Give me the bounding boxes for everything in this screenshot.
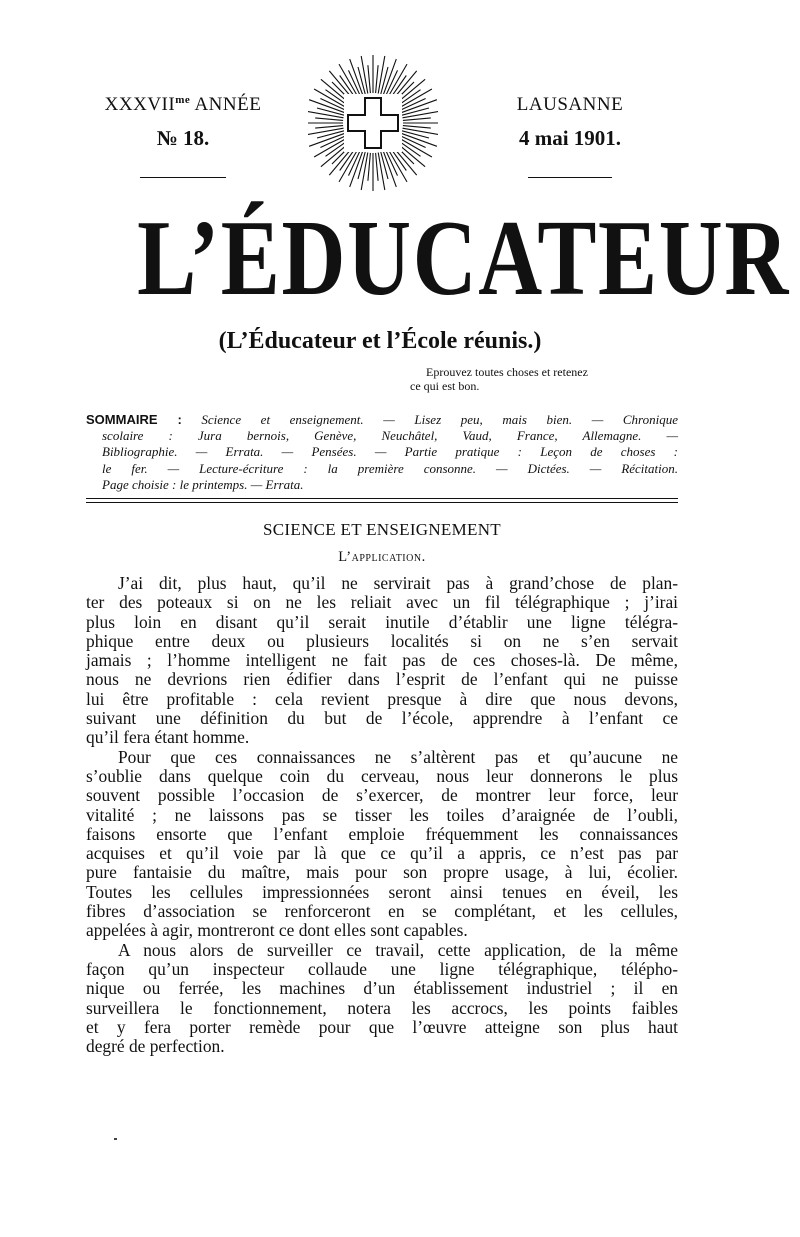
article-line: jamais ; l’homme intelligent ne fait pas de ces choses-là. De même, <box>86 650 678 671</box>
article-line: faisons ensorte que l’enfant emploie fréquemment les connaissances <box>86 823 678 844</box>
article-line: nous ne devrions rien édifier dans l’esprit de l’enfant qui ne puisse <box>86 669 678 690</box>
sommaire-line-5: Page choisie : le printemps. — Errata. <box>102 476 304 492</box>
article-line: qu’il fera étant homme. <box>86 727 250 748</box>
article-line: acquises et qu’il voie par là que ce qu’il a appris, ce n’est pas par <box>86 843 678 864</box>
sommaire-label: SOMMAIRE : <box>86 412 182 427</box>
article-body <box>86 574 678 1056</box>
header-left <box>88 94 278 151</box>
article-title: SCIENCE ET ENSEIGNEMENT <box>263 520 501 539</box>
swiss-cross-sunburst-icon <box>308 52 438 194</box>
motto <box>410 365 660 393</box>
article-line: surveillera le fonctionnement, notera les accrocs, les points faibles <box>86 997 678 1018</box>
article-line: pure fantaisie du maître, mais pour son propre usage, à lui, écolier. <box>86 862 678 883</box>
article-line: et y fera porter remède pour que l’œuvre atteigne son plus haut <box>86 1016 678 1037</box>
article-line: suivant une définition du but de l’école, apprendre à l’enfant ce <box>86 708 678 729</box>
article-line: phique entre deux ou plusieurs localités si on ne s’en servait <box>86 630 678 651</box>
header-right-rule <box>528 177 612 178</box>
article-line: ter des poteaux si on ne les reliait avec un fil télégraphique ; j’irai <box>86 592 678 613</box>
article-line: Toutes les cellules impressionnées seront ainsi tenues en éveil, les <box>86 881 678 902</box>
article-line: plus loin en disant qu’il serait inutile d’établir une ligne télégra- <box>86 611 678 632</box>
article-line: façon qu’un inspecteur collaude une ligne télégraphique, télépho- <box>86 958 678 979</box>
article-line: s’oublie dans quelque coin du cerveau, nous leur donnerons le plus <box>86 765 678 786</box>
article-line: J’ai dit, plus haut, qu’il ne servirait pas à grand’chose de plan- <box>118 573 678 593</box>
article-line: vitalité ; ne laissons pas se tisser les toiles d’araignée de l’oubli, <box>86 804 678 825</box>
article-line: lui être profitable : cela revient presque à dire que nous devons, <box>86 688 678 709</box>
city: LAUSANNE <box>516 94 624 115</box>
masthead-title: L’ÉDUCATEUR <box>137 199 790 318</box>
volume-roman: XXXVII <box>104 94 176 115</box>
article-line: fibres d’association se renforceront en se complétant, et les cellules, <box>86 901 678 922</box>
masthead-subtitle: (L’Éducateur et l’École réunis.) <box>218 328 542 354</box>
article-line: A nous alors de surveiller ce travail, cette application, de la même <box>118 939 678 960</box>
article-subtitle: L’application. <box>338 549 426 565</box>
volume-year <box>88 94 278 116</box>
header-right <box>508 94 632 151</box>
volume-word: ANNÉE <box>194 94 262 115</box>
divider-rule-bottom <box>86 502 678 503</box>
motto-line-1: Eprouvez toutes choses et retenez <box>426 365 588 379</box>
table-of-contents <box>86 412 678 493</box>
print-speck <box>114 1138 117 1140</box>
sommaire-line-3: Bibliographie. — Errata. — Pensées. — Partie pratique : Leçon de choses : <box>102 444 678 460</box>
article-line: souvent possible l’occasion de s’exercer, de montrer leur force, leur <box>86 785 678 806</box>
article-line: nique ou ferrée, les machines d’un établissement industriel ; il en <box>86 978 678 999</box>
sommaire-line-4: le fer. — Lecture-écriture : la première consonne. — Dictées. — Récitation. <box>102 460 678 476</box>
divider-rule-top <box>86 498 678 499</box>
volume-suffix: me <box>175 94 191 106</box>
article-line: degré de perfection. <box>86 1036 225 1057</box>
issue-date: 4 mai 1901. <box>518 126 622 150</box>
article-line: appelées à agir, montreront ce dont elles sont capables. <box>86 920 468 941</box>
motto-line-2: ce qui est bon. <box>410 379 480 393</box>
article-line: Pour que ces connaissances ne s’altèrent pas et qu’aucune ne <box>118 746 678 767</box>
header-left-rule <box>140 177 226 178</box>
sommaire-line-1: Science et enseignement. — Lisez peu, mais bien. — Chronique <box>201 412 678 427</box>
sommaire-line-2: scolaire : Jura bernois, Genève, Neuchâtel, Vaud, France, Allemagne. — <box>102 428 678 444</box>
issue-number: № 18. <box>156 126 210 150</box>
